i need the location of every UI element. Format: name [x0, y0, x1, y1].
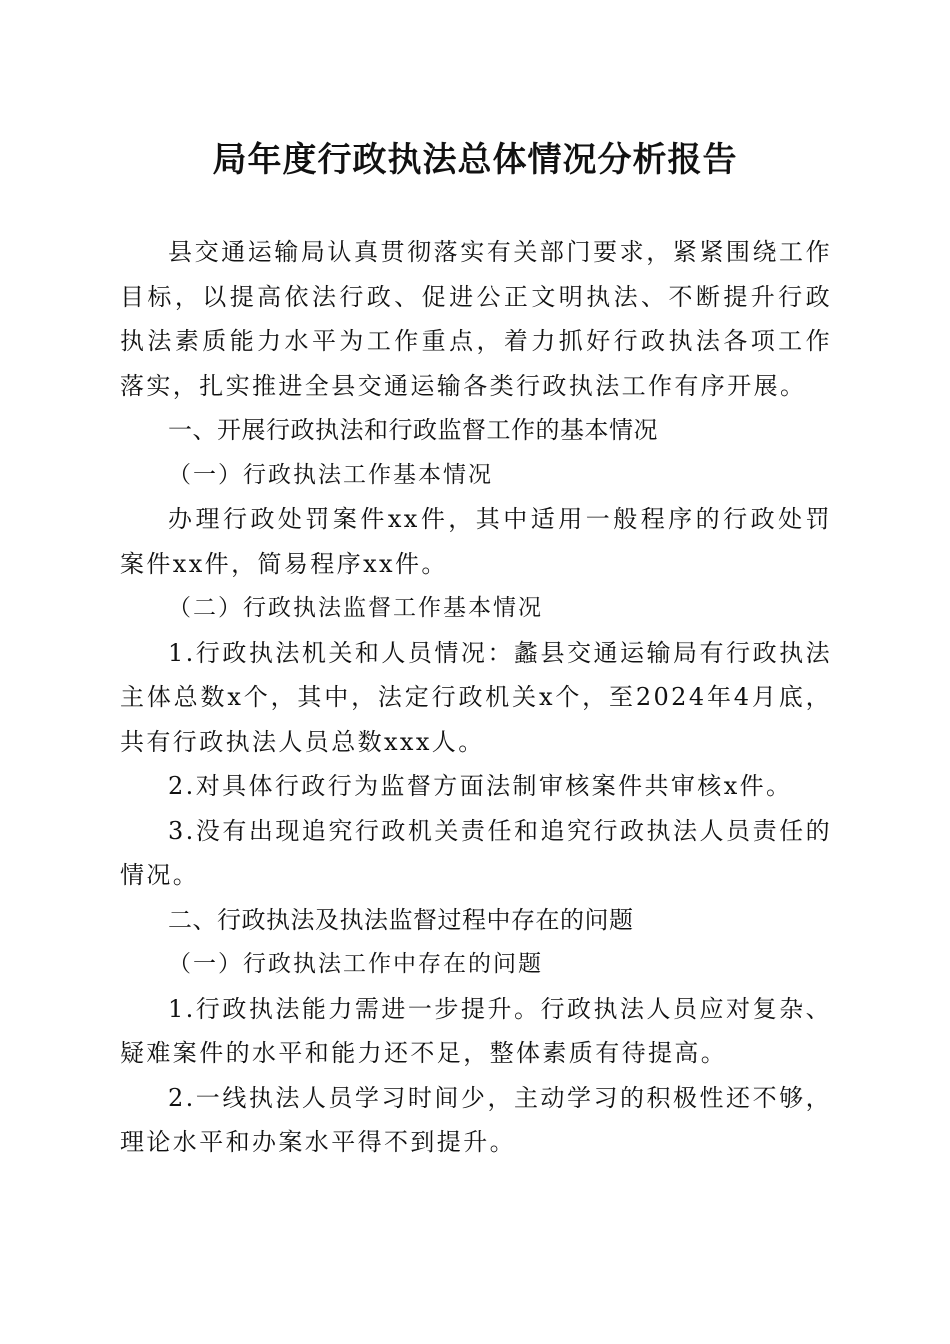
section-1-sub-2-item-3: 3.没有出现追究行政机关责任和追究行政执法人员责任的情况。 [120, 816, 832, 889]
section-2-sub-1-item-2: 2.一线执法人员学习时间少，主动学习的积极性还不够，理论水平和办案水平得不到提升。 [120, 1083, 832, 1156]
section-1-sub-1-paragraph: 办理行政处罚案件xx件，其中适用一般程序的行政处罚案件xx件，简易程序xx件。 [120, 505, 832, 578]
section-1-heading: 一、开展行政执法和行政监督工作的基本情况 [168, 416, 658, 444]
document-body [120, 230, 832, 1165]
section-1-sub-2-item-1: 1.行政执法机关和人员情况：蠡县交通运输局有行政执法主体总数x个，其中，法定行政机关x个，至2024年4月底，共有行政执法人员总数xxx人。 [120, 638, 832, 756]
section-2-heading: 二、行政执法及执法监督过程中存在的问题 [168, 905, 634, 934]
section-1-sub-1-heading: （一）行政执法工作基本情况 [168, 461, 493, 488]
section-1-sub-2-heading: （二）行政执法监督工作基本情况 [168, 595, 543, 621]
section-1-sub-2-item-2: 2.对具体行政行为监督方面法制审核案件共审核x件。 [168, 772, 793, 800]
section-2-sub-1-heading: （一）行政执法工作中存在的问题 [168, 951, 543, 977]
document-title: 局年度行政执法总体情况分析报告 [212, 140, 738, 180]
section-2-sub-1-item-1: 1.行政执法能力需进一步提升。行政执法人员应对复杂、疑难案件的水平和能力还不足，整体素质有待提高。 [120, 994, 832, 1067]
intro-paragraph: 县交通运输局认真贯彻落实有关部门要求，紧紧围绕工作目标，以提高依法行政、促进公正文明执法、不断提升行政执法素质能力水平为工作重点，着力抓好行政执法各项工作落实，扎实推进全县交通运输各类行政执法工作有序开展。 [120, 238, 832, 400]
